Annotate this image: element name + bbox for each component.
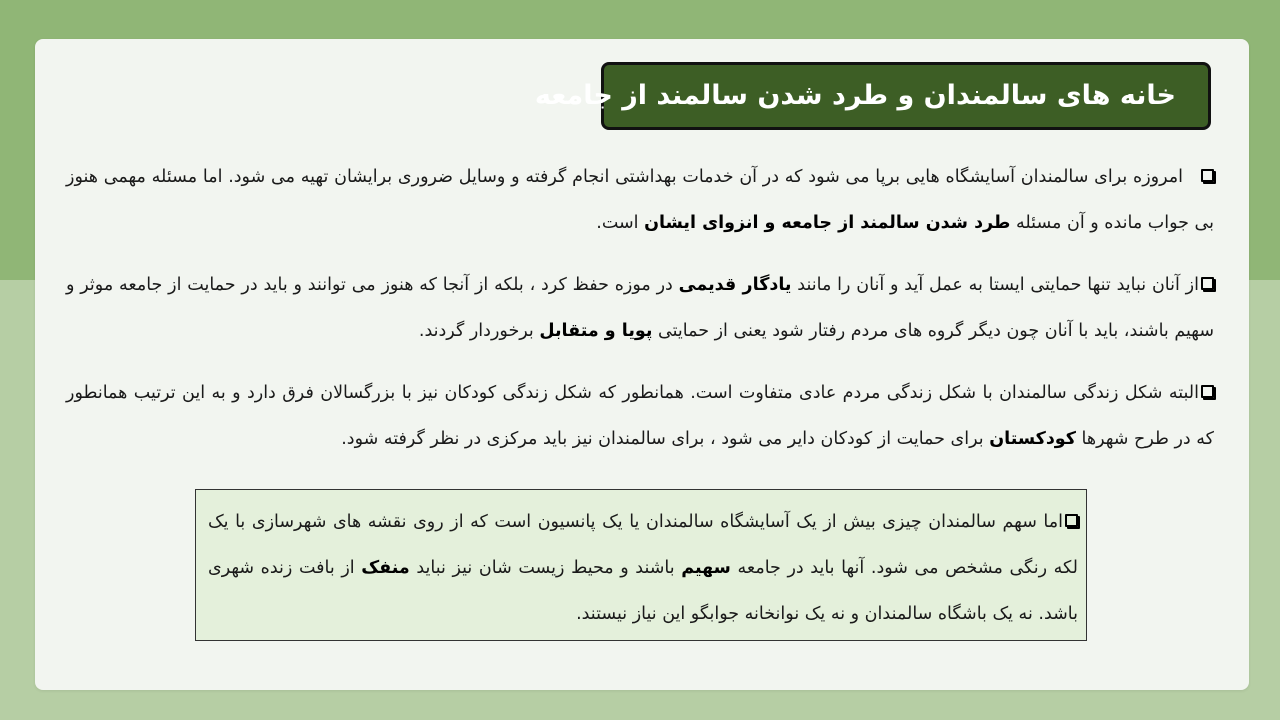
paragraph-3-ending: برای حمایت از کودکان دایر می شود ، برای سالمندان نیز باید مرکزی در نظر گرفته شود. [341,429,990,449]
note-middle: باشند و محیط زیست شان نیز نباید [409,558,682,578]
note-emphasis-2: منفک [361,558,410,578]
slide-title [534,62,1211,130]
checkbox-bullet-icon [1201,169,1214,182]
slide-title-text: خانه های سالمندان و طرد شدن سالمند از جامعه [534,80,1176,111]
paragraph-2-emphasis-2: پویا و متقابل [539,321,653,341]
paragraph-1 [66,154,1214,246]
note-emphasis-1: سهیم [681,558,731,578]
checkbox-bullet-icon [1065,514,1078,527]
paragraph-3-text: البته شکل زندگی سالمندان با شکل زندگی مردم عادی متفاوت است. همانطور که شکل زندگی کودکان نیز با بزرگسالان فرق دارد و به این ترتیب همانطور که در طرح شهرها [66,383,1214,449]
paragraph-3-emphasis: کودکستان [989,429,1076,449]
checkbox-bullet-icon [1201,277,1214,290]
note-ending: از بافت زنده شهری باشد. نه یک باشگاه سالمندان و نه یک نوانخانه جوابگو این نیاز نیستند. [208,558,1078,624]
paragraph-2-ending: برخوردار گردند. [418,321,540,341]
paragraph-1-ending: است. [596,213,645,233]
highlight-note-box [195,489,1087,641]
note-text: اما سهم سالمندان چیزی بیش از یک آسایشگاه سالمندان یا یک پانسیون است که از روی نقشه های شهرسازی با یک لکه رنگی مشخص می شود. آنها باید در جامعه [208,512,1078,578]
paragraph-3 [66,370,1214,462]
paragraph-2-middle: در موزه حفظ کرد ، بلکه از آنجا که هنوز می توانند و باید در حمایت از جامعه موثر و سهیم باشند، باید با آنان چون دیگر گروه های مردم رفتار شود یعنی از حمایتی [66,275,1214,341]
paragraph-1-emphasis: طرد شدن سالمند از جامعه و انزوای ایشان [644,213,1011,233]
paragraph-2-text: از آنان نباید تنها حمایتی ایستا به عمل آید و آنان را مانند [791,275,1199,295]
checkbox-bullet-icon [1201,385,1214,398]
paragraph-2 [66,262,1214,354]
paragraph-2-emphasis-1: یادگار قدیمی [678,275,792,295]
paragraph-1-text: امروزه برای سالمندان آسایشگاه هایی برپا می شود که در آن خدمات بهداشتی انجام گرفته و وسایل ضروری برایشان تهیه می شود. اما مسئله مهمی هنوز بی جواب مانده و آن مسئله [66,167,1214,233]
